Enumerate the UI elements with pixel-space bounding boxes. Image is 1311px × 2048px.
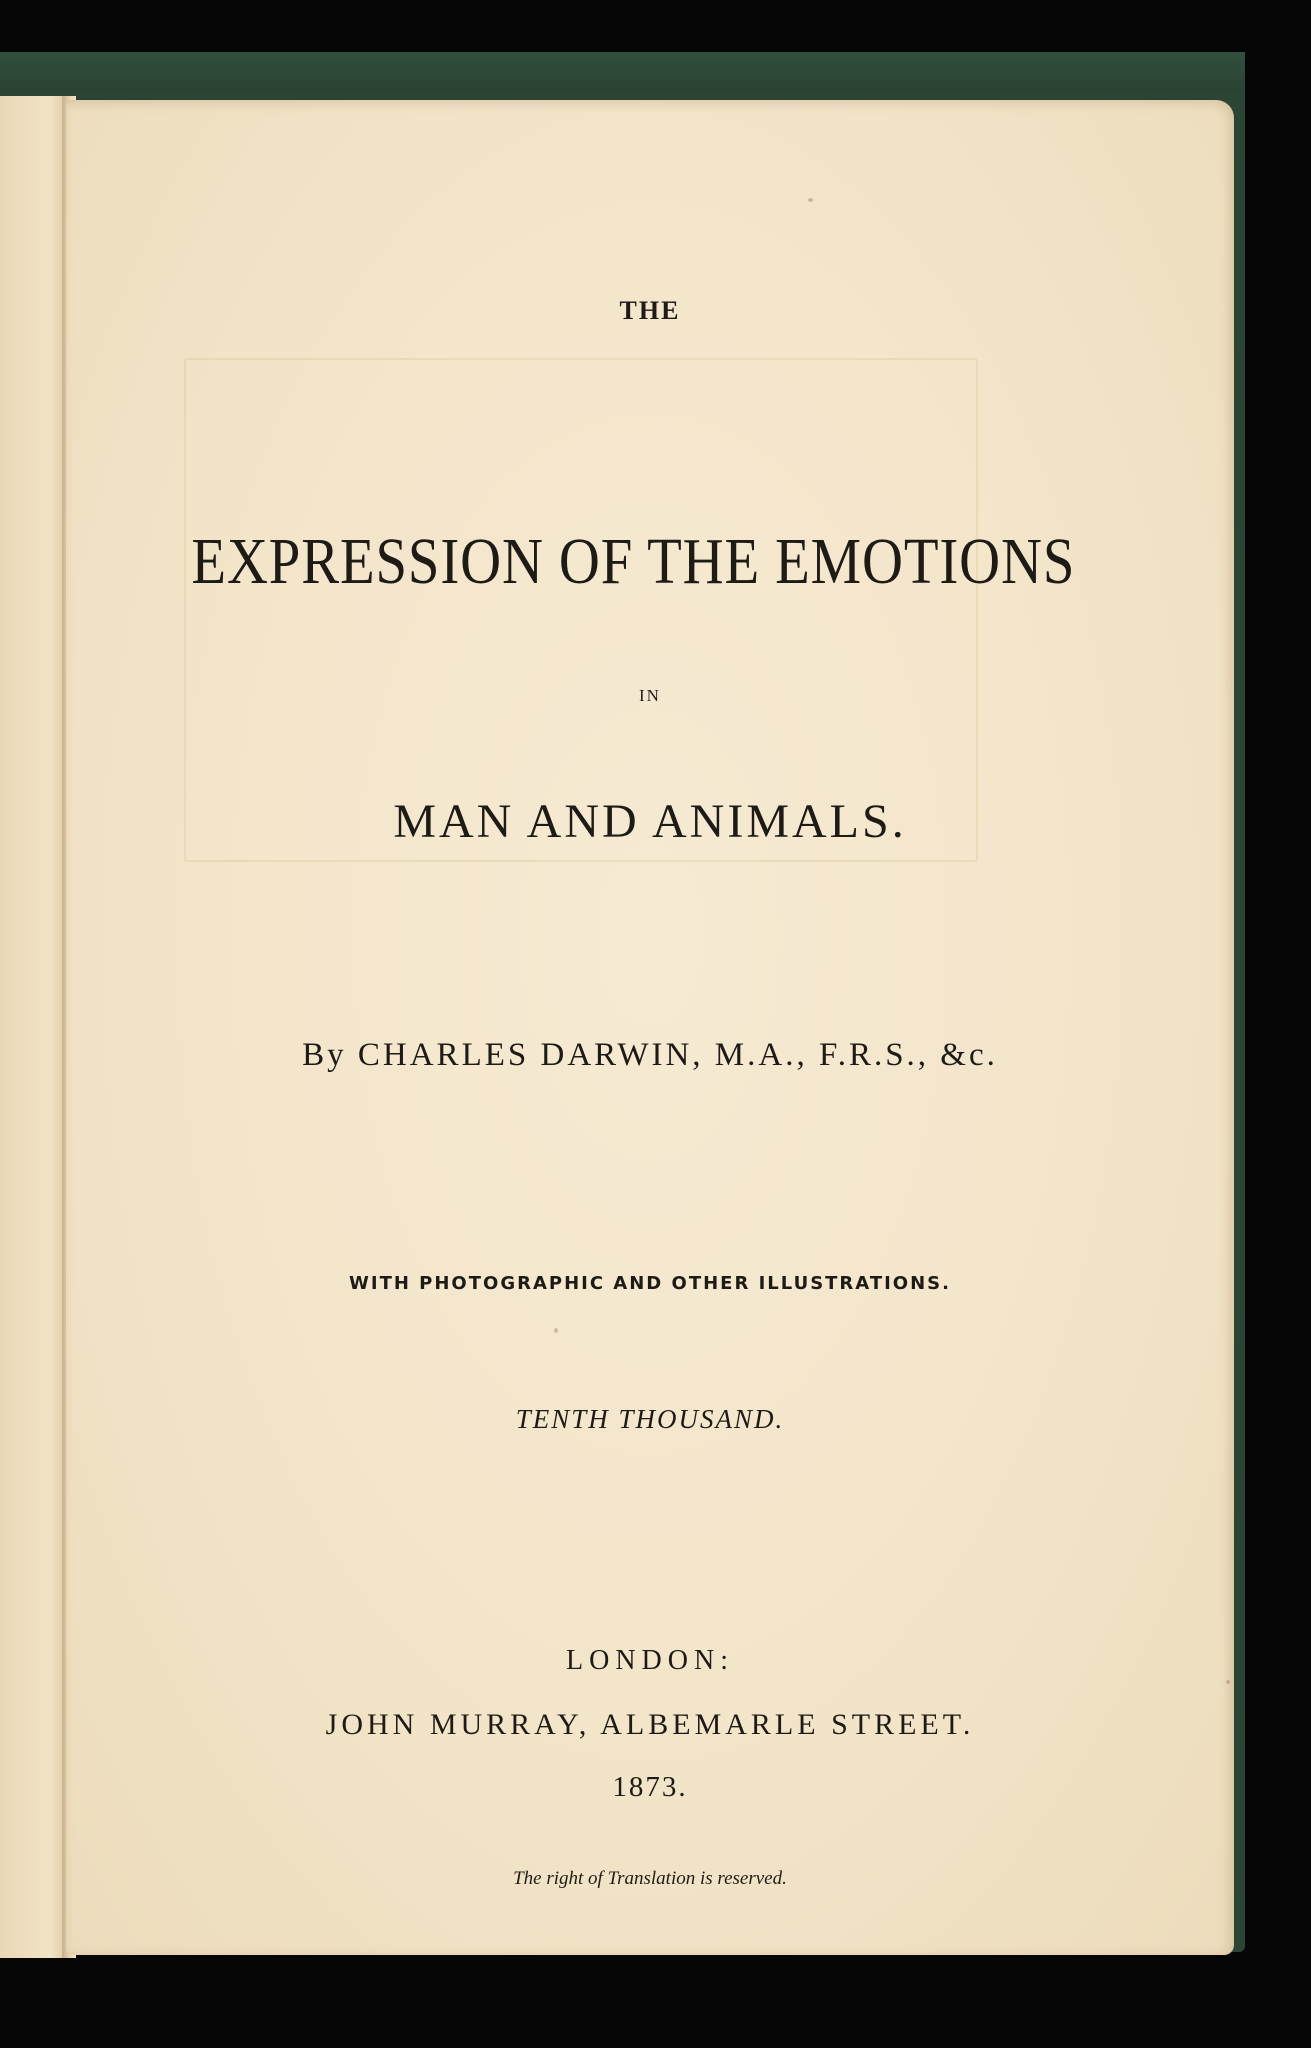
foxing-spot — [1226, 1680, 1230, 1684]
rights-notice: The right of Translation is reserved. — [513, 1868, 787, 1889]
foxing-spot — [554, 1328, 558, 1333]
imprint-publisher: JOHN MURRAY, ALBEMARLE STREET. — [325, 1708, 975, 1741]
author-line: By CHARLES DARWIN, M.A., F.R.S., &c. — [302, 1037, 998, 1073]
title-preposition: IN — [639, 686, 661, 705]
foxing-spot — [808, 198, 813, 202]
show-through-impression — [184, 358, 978, 862]
title-page — [66, 100, 1234, 1955]
title-article: THE — [619, 296, 681, 325]
imprint-place: LONDON: — [566, 1645, 734, 1676]
book-subtitle: MAN AND ANIMALS. — [393, 795, 907, 848]
illustrations-note: WITH PHOTOGRAPHIC AND OTHER ILLUSTRATIONS. — [349, 1273, 951, 1294]
book-title: EXPRESSION OF THE EMOTIONS — [191, 525, 1076, 598]
imprint-year: 1873. — [612, 1771, 688, 1803]
edition-note: TENTH THOUSAND. — [515, 1404, 785, 1434]
